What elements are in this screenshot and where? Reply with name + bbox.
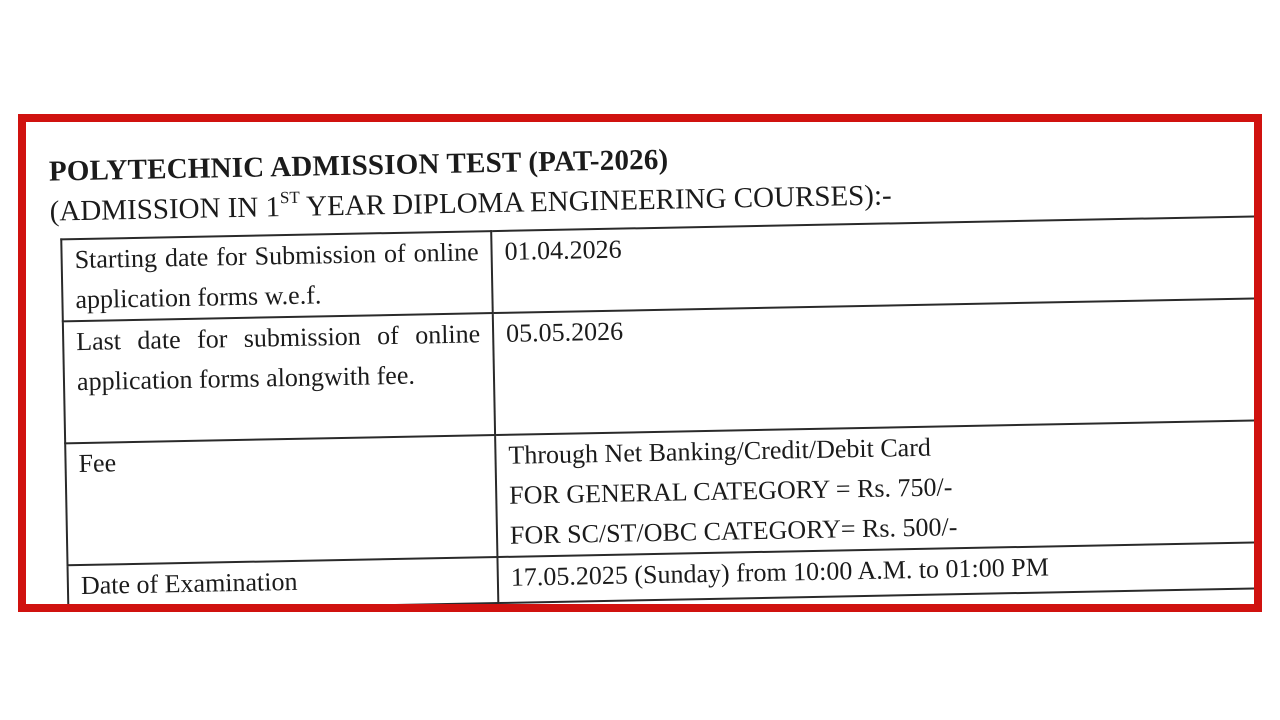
notice-title: POLYTECHNIC ADMISSION TEST (PAT-2026) [48, 143, 669, 188]
schedule-table [60, 215, 1262, 612]
fee-reserved-category: FOR SC/ST/OBC CATEGORY= Rs. 500/- [509, 512, 958, 550]
subtitle-prefix: (ADMISSION IN 1 [49, 191, 281, 228]
row-label: Date of Examination [68, 557, 499, 611]
row-label: Last date for submission of online application forms alongwith fee. [63, 313, 495, 443]
fee-payment-mode: Through Net Banking/Credit/Debit Card [508, 432, 932, 470]
row-value: 17.05.2025 (Sunday) from 10:00 A.M. to 01:00 PM [497, 542, 1262, 603]
highlight-frame [18, 114, 1262, 612]
notice-subtitle [49, 179, 892, 228]
table-row [63, 298, 1262, 444]
subtitle-superscript: ST [279, 187, 300, 208]
fee-general-category: FOR GENERAL CATEGORY = Rs. 750/- [508, 472, 953, 510]
row-value: 01.04.2026 [491, 216, 1262, 313]
row-label: Fee [65, 435, 497, 565]
row-label: Starting date for Submission of online application forms w.e.f. [61, 231, 492, 321]
fee-details [495, 420, 1262, 557]
table-row [65, 420, 1262, 566]
admission-notice [26, 114, 1262, 612]
subtitle-suffix: YEAR DIPLOMA ENGINEERING COURSES):- [299, 179, 892, 223]
row-value: 05.05.2026 [493, 298, 1262, 435]
